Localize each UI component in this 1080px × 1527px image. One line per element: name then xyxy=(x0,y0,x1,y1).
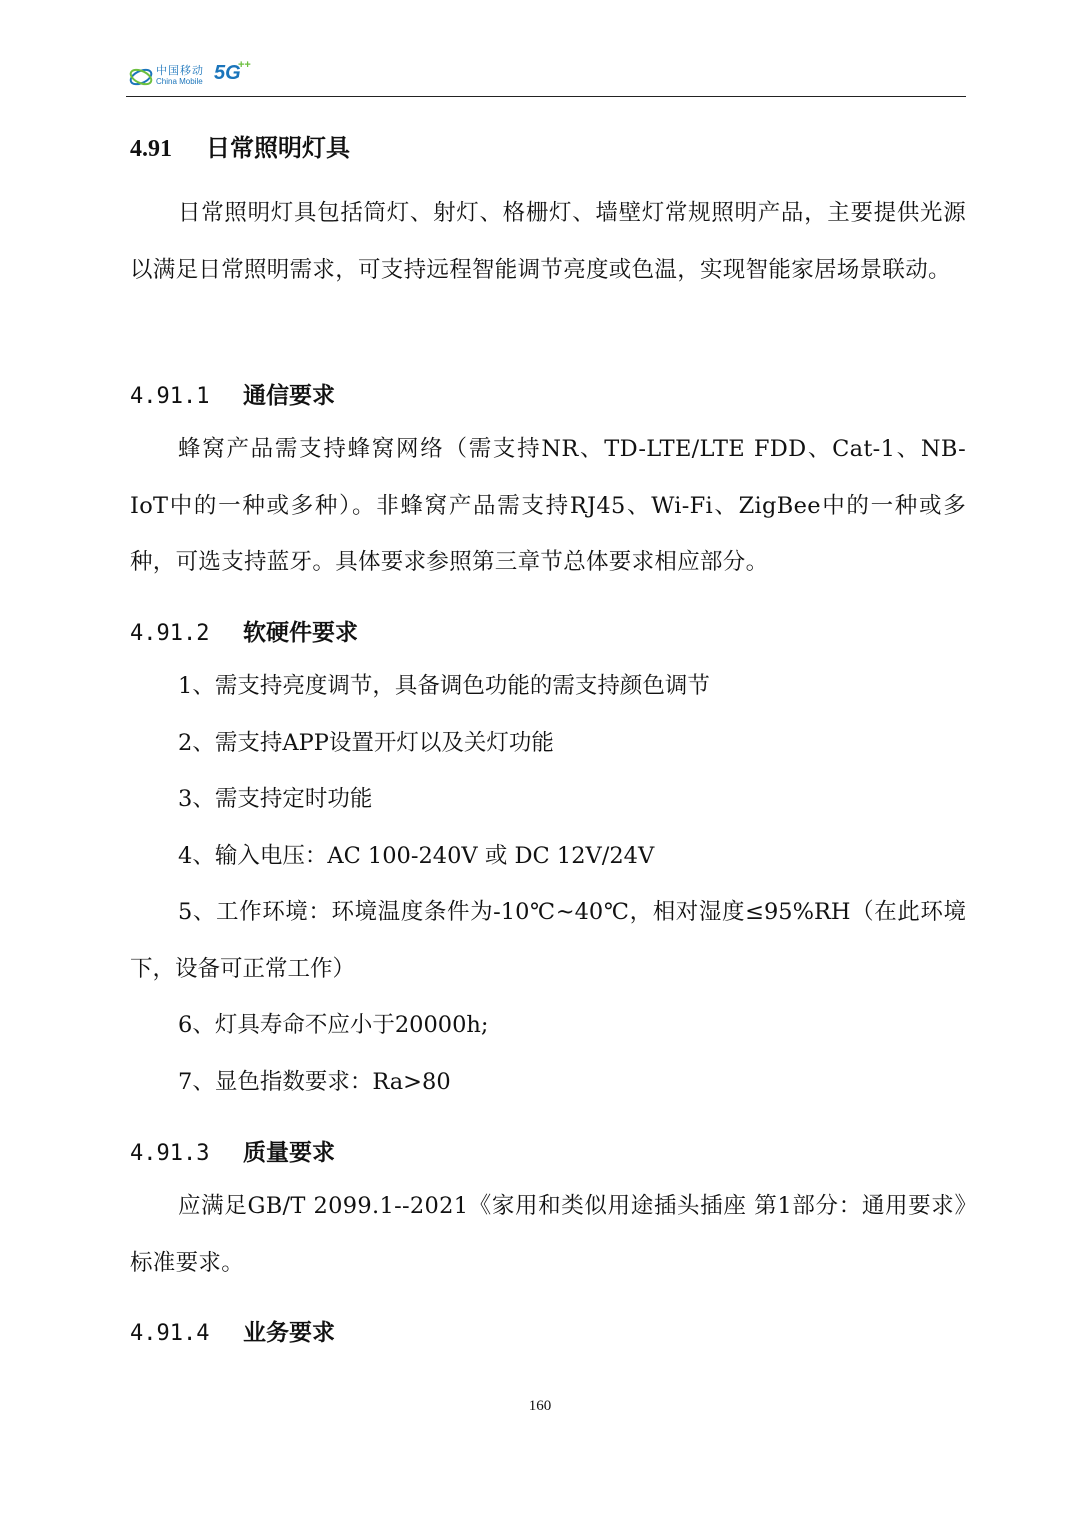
subsection-number: 4.91.4 xyxy=(130,1321,210,1346)
requirement-item: 3、需支持定时功能 xyxy=(178,786,373,812)
china-mobile-swirl-icon xyxy=(128,64,154,90)
communication-paragraph: 蜂窝产品需支持蜂窝网络（需支持NR、TD-LTE/LTE FDD、Cat-1、NB-IoT中的一种或多种）。非蜂窝产品需支持RJ45、Wi-Fi、ZigBee中的一种或多种，可选支持蓝牙。具体要求参照第三章节总体要求相应部分。 xyxy=(130,436,966,575)
requirement-item: 4、输入电压：AC 100-240V 或 DC 12V/24V xyxy=(178,843,655,869)
section-intro-paragraph: 日常照明灯具包括筒灯、射灯、格栅灯、墙壁灯常规照明产品，主要提供光源以满足日常照明需求，可支持远程智能调节亮度或色温，实现智能家居场景联动。 xyxy=(130,200,966,283)
logo-chinese-text: 中国移动 xyxy=(156,64,204,77)
requirement-item: 7、显色指数要求：Ra>80 xyxy=(178,1069,451,1095)
china-mobile-logo xyxy=(128,59,258,92)
subsection-title: 质量要求 xyxy=(243,1139,335,1166)
subsection-number: 4.91.3 xyxy=(130,1141,210,1166)
requirement-item: 2、需支持APP设置开灯以及关灯功能 xyxy=(178,730,554,756)
subsection-title: 软硬件要求 xyxy=(243,619,358,646)
subsection-number: 4.91.1 xyxy=(130,384,210,409)
logo-5g-text: 5G xyxy=(214,62,241,84)
subsection-heading-hardware-software xyxy=(130,614,358,647)
subsection-heading-business xyxy=(130,1314,335,1347)
section-number: 4.91 xyxy=(130,136,172,162)
subsection-heading-communication xyxy=(130,377,335,410)
logo-plus-mark: ++ xyxy=(238,59,251,71)
page-number: 160 xyxy=(528,1398,552,1414)
requirement-item: 1、需支持亮度调节，具备调色功能的需支持颜色调节 xyxy=(178,673,710,699)
subsection-title: 业务要求 xyxy=(243,1319,335,1346)
section-heading xyxy=(130,128,350,163)
subsection-heading-quality xyxy=(130,1134,335,1167)
quality-paragraph: 应满足GB/T 2099.1--2021《家用和类似用途插头插座 第1部分：通用要求》标准要求。 xyxy=(130,1193,966,1276)
subsection-title: 通信要求 xyxy=(243,382,335,409)
logo-english-text: China Mobile xyxy=(156,77,203,86)
subsection-number: 4.91.2 xyxy=(130,621,210,646)
section-title: 日常照明灯具 xyxy=(206,133,350,162)
requirement-item: 6、灯具寿命不应小于20000h; xyxy=(178,1012,489,1038)
requirement-item: 5、工作环境：环境温度条件为-10℃~40℃，相对湿度≤95%RH（在此环境下，设备可正常工作） xyxy=(130,899,966,982)
page-header xyxy=(126,56,966,97)
